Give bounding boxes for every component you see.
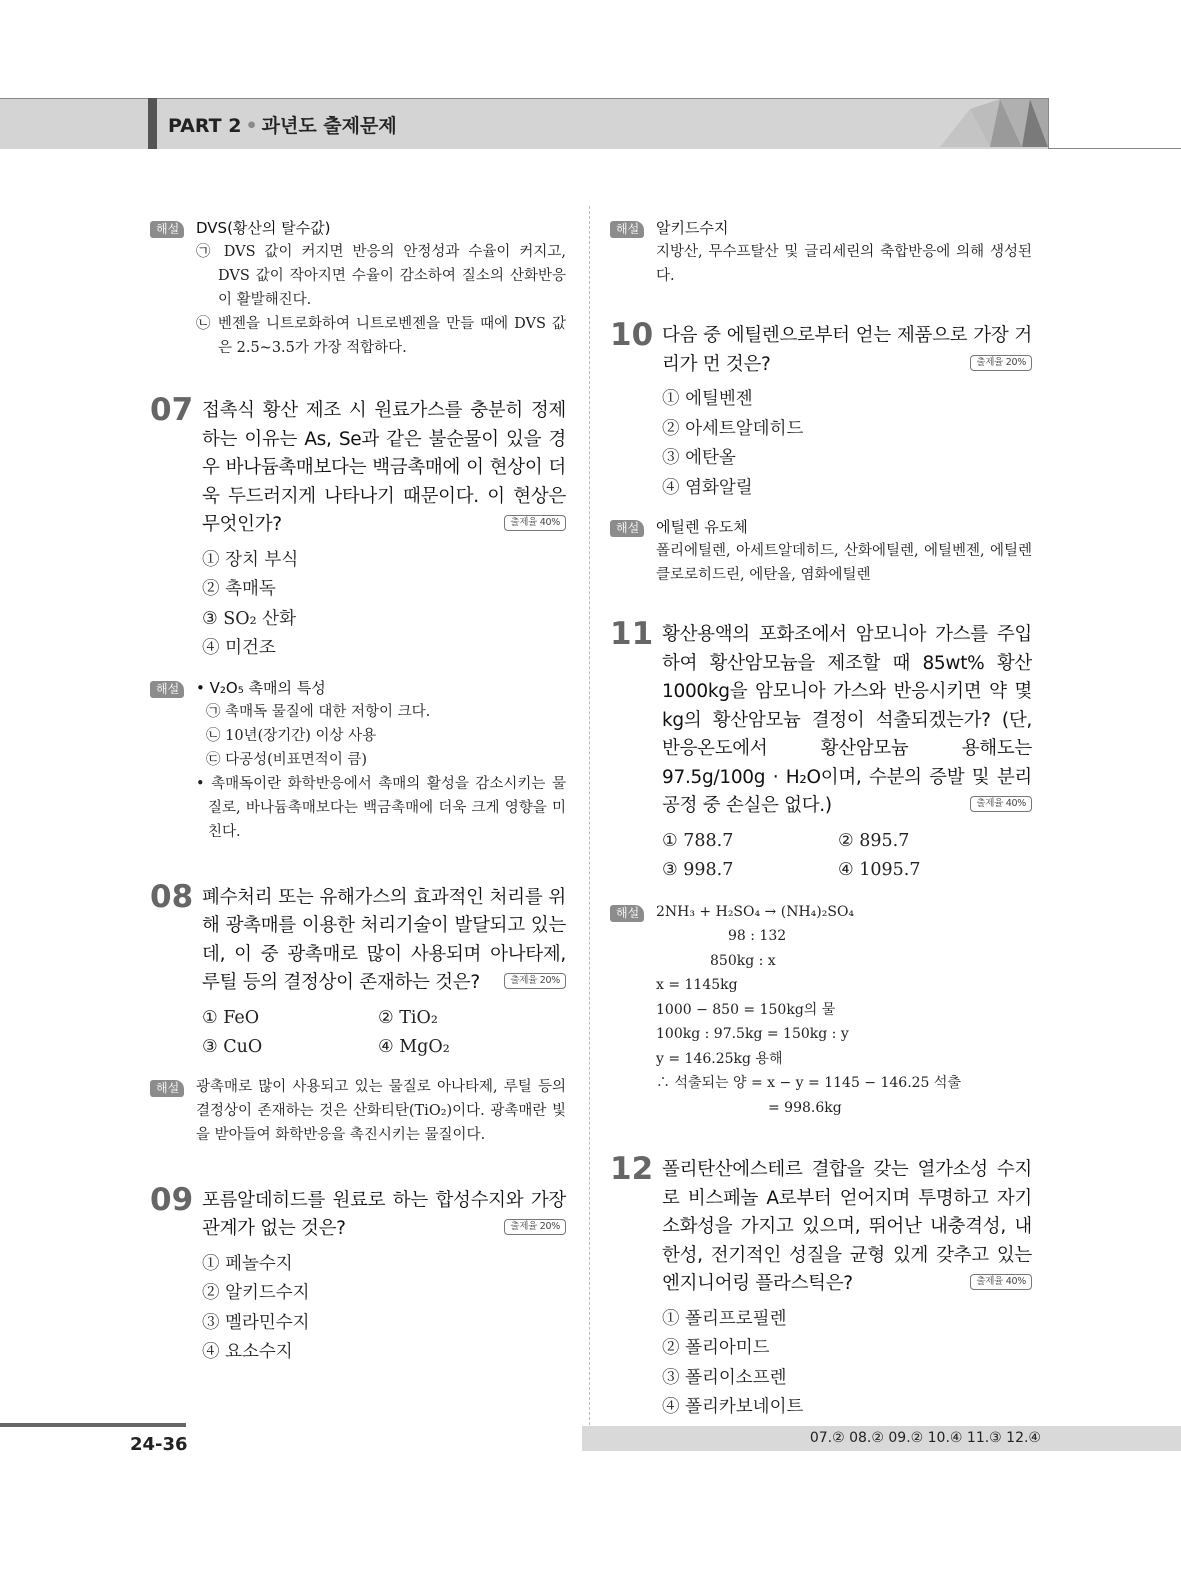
option[interactable]: ① 에틸벤젠	[662, 389, 753, 409]
left-column	[150, 216, 566, 1368]
explanation-title: 알키드수지	[656, 219, 729, 237]
equation-line: 98 : 132	[728, 928, 787, 944]
option[interactable]: ③ SO₂ 산화	[202, 608, 296, 629]
options-list	[662, 385, 1032, 503]
question-text: 폴리탄산에스테르 결합을 갖는 열가소성 수지로 비스페놀 A로부터 얻어지며 투명하고 자기소화성을 가지고 있으며, 뛰어난 내충격성, 내한성, 전기적인 성질을 균형 있게 갖추고 있는 엔지니어링 플라스틱은? 출제율 40%	[662, 1159, 1032, 1294]
frequency-badge: 출제율 20%	[970, 355, 1032, 371]
explanation-07	[150, 676, 566, 844]
explanation-tag: 해설	[610, 517, 656, 536]
header-band	[0, 98, 1049, 149]
explanation-tag: 해설	[150, 1077, 196, 1096]
question-number: 07	[150, 392, 194, 428]
explanation-line: ㉢ 다공성(비표면적이 큼)	[206, 751, 368, 768]
triangle-pattern-icon	[930, 99, 1048, 148]
header-accent-bar	[148, 98, 157, 149]
question-09	[150, 1181, 566, 1368]
question-number: 10	[610, 317, 654, 353]
options-list	[202, 1250, 566, 1368]
option[interactable]: ④ 1095.7	[838, 860, 921, 880]
footer-bar	[0, 1423, 186, 1427]
option[interactable]: ② 폴리아미드	[662, 1338, 770, 1358]
question-11	[610, 616, 1032, 886]
answer-key: 07.② 08.② 09.② 10.④ 11.③ 12.④	[582, 1426, 1181, 1451]
equation-line: ∴ 석출되는 양 = x − y = 1145 − 146.25 석출	[656, 1075, 961, 1091]
right-column	[610, 216, 1032, 1423]
header-rule	[1048, 148, 1181, 149]
option[interactable]: ④ 미건조	[202, 638, 276, 658]
explanation-tag: 해설	[610, 218, 656, 237]
options-list	[662, 1305, 1032, 1423]
option[interactable]: ④ 염화알릴	[662, 477, 753, 498]
explanation-text: 지방산, 무수프탈산 및 글리세린의 축합반응에 의해 생성된다.	[656, 244, 1032, 284]
option[interactable]: ② TiO₂	[378, 1007, 438, 1028]
explanation-06	[150, 216, 566, 360]
explanation-08	[150, 1075, 566, 1147]
options-list	[202, 1004, 566, 1063]
question-text: 황산용액의 포화조에서 암모니아 가스를 주입하여 황산암모늄을 제조할 때 85wt% 황산 1000kg을 암모니아 가스와 반응시키면 약 몇 kg의 황산암모늄 결정이 석출되겠는가? (단, 반응온도에서 황산암모늄 용해도는 97.5g/100g · H₂O이며, 수분의 증발 및 분리 공정 중 손실은 없다.) 출제율 40%	[662, 624, 1032, 816]
option[interactable]: ① 장치 부식	[202, 549, 299, 570]
option[interactable]: ④ 요소수지	[202, 1342, 293, 1362]
explanation-line: ㉡ 10년(장기간) 이상 사용	[206, 727, 377, 744]
part-label: PART 2	[168, 115, 242, 137]
question-text: 포름알데히드를 원료로 하는 합성수지와 가장 관계가 없는 것은? 출제율 20%	[202, 1189, 566, 1239]
equation-line: 1000 − 850 = 150kg의 물	[656, 1001, 836, 1018]
column-divider	[589, 206, 590, 1440]
option[interactable]: ② 알키드수지	[202, 1283, 310, 1303]
page-header-title	[168, 111, 397, 138]
explanation-line: ㉠ DVS 값이 커지면 반응의 안정성과 수율이 커지고, DVS 값이 작아지면 수율이 감소하여 질소의 산화반응이 활발해진다.	[196, 244, 566, 308]
option[interactable]: ② 촉매독	[202, 579, 276, 599]
question-text: 폐수처리 또는 유해가스의 효과적인 처리를 위해 광촉매를 이용한 처리기술이 발달되고 있는데, 이 중 광촉매로 많이 사용되며 아나타제, 루틸 등의 결정상이 존재하는 것은? 출제율 20%	[202, 886, 566, 993]
explanation-tag: 해설	[150, 678, 196, 697]
equation-line: y = 146.25kg 용해	[656, 1050, 783, 1067]
explanation-tag: 해설	[610, 902, 656, 921]
explanation-tag: 해설	[150, 218, 196, 237]
question-text: 다음 중 에틸렌으로부터 얻는 제품으로 가장 거리가 먼 것은? 출제율 20%	[662, 325, 1032, 375]
explanation-10	[610, 515, 1032, 587]
option[interactable]: ④ 폴리카보네이트	[662, 1397, 804, 1417]
explanation-line: ㉠ 촉매독 물질에 대한 저항이 크다.	[206, 703, 431, 720]
explanation-title: 에틸렌 유도체	[656, 518, 748, 536]
page-number: 24-36	[130, 1434, 188, 1455]
option[interactable]: ① 폴리프로필렌	[662, 1308, 787, 1329]
option[interactable]: ③ 에탄올	[662, 448, 736, 468]
explanation-11	[610, 900, 1032, 1121]
frequency-badge: 출제율 40%	[970, 796, 1032, 812]
equation-line: = 998.6kg	[768, 1099, 842, 1116]
options-list	[202, 546, 566, 664]
question-10	[610, 317, 1032, 503]
option[interactable]: ② 아세트알데히드	[662, 418, 804, 439]
option[interactable]: ③ 멜라민수지	[202, 1312, 310, 1333]
question-number: 12	[610, 1151, 654, 1187]
equation-line: 2NH₃ + H₂SO₄ → (NH₄)₂SO₄	[656, 903, 855, 920]
question-number: 08	[150, 878, 194, 915]
frequency-badge: 출제율 20%	[504, 1219, 566, 1235]
explanation-line: ㉡ 벤젠을 니트로화하여 니트로벤젠을 만들 때에 DVS 값은 2.5~3.5가 가장 적합하다.	[196, 316, 566, 356]
equation-line: 100kg : 97.5kg = 150kg : y	[656, 1026, 849, 1042]
option[interactable]: ② 895.7	[838, 830, 910, 851]
option[interactable]: ① 788.7	[662, 830, 734, 851]
explanation-line: • 촉매독이란 화학반응에서 촉매의 활성을 감소시키는 물질로, 바나듐촉매보다는 백금촉매에 더욱 크게 영향을 미친다.	[196, 775, 566, 840]
explanation-title: • V₂O₅ 촉매의 특성	[196, 678, 326, 697]
option[interactable]: ① 페놀수지	[202, 1253, 293, 1274]
question-07	[150, 392, 566, 664]
option[interactable]: ④ MgO₂	[378, 1037, 450, 1057]
option[interactable]: ③ CuO	[202, 1037, 263, 1057]
option[interactable]: ③ 폴리이소프렌	[662, 1367, 787, 1388]
explanation-text: 광촉매로 많이 사용되고 있는 물질로 아나타제, 루틸 등의 결정상이 존재하는 것은 산화티탄(TiO₂)이다. 광촉매란 빛을 받아들여 화학반응을 촉진시키는 물질이다.	[196, 1078, 566, 1143]
question-number: 11	[610, 616, 654, 652]
frequency-badge: 출제율 40%	[504, 515, 566, 531]
explanation-title: DVS(황산의 탈수값)	[196, 219, 331, 237]
bullet-dot-icon: •	[245, 115, 258, 137]
equation-line: x = 1145kg	[656, 977, 738, 993]
options-list	[662, 827, 1032, 886]
equation-line: 850kg : x	[710, 952, 776, 969]
option[interactable]: ③ 998.7	[662, 860, 734, 880]
frequency-badge: 출제율 20%	[504, 973, 566, 989]
question-text: 접촉식 황산 제조 시 원료가스를 충분히 정제하는 이유는 As, Se과 같은 불순물이 있을 경우 바나듐촉매보다는 백금촉매에 이 현상이 더욱 두드러지게 나타나기 때문이다. 이 현상은 무엇인가? 출제율 40%	[202, 400, 566, 535]
explanation-text: 폴리에틸렌, 아세트알데히드, 산화에틸렌, 에틸벤젠, 에틸렌클로로히드린, 에탄올, 염화에틸렌	[656, 543, 1032, 583]
explanation-09	[610, 216, 1032, 288]
option[interactable]: ① FeO	[202, 1007, 260, 1028]
question-08	[150, 878, 566, 1063]
section-title: 과년도 출제문제	[261, 115, 397, 137]
question-12	[610, 1151, 1032, 1423]
frequency-badge: 출제율 40%	[970, 1274, 1032, 1290]
question-number: 09	[150, 1181, 194, 1218]
